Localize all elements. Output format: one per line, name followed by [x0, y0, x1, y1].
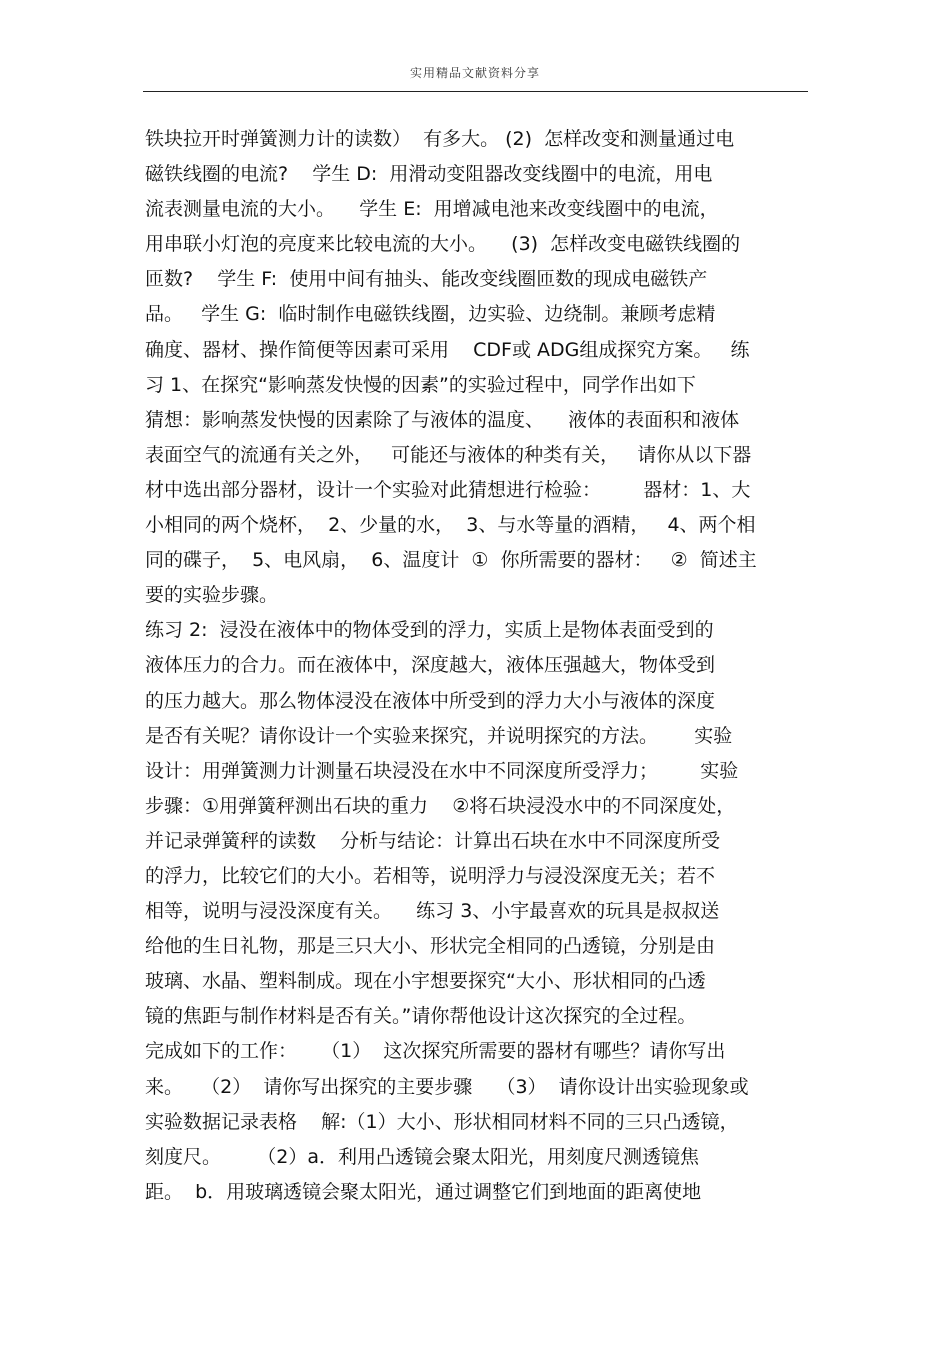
text-line: 相等，说明与浸没深度有关。 练习 3、小宇最喜欢的玩具是叔叔送 — [145, 900, 720, 923]
text-line: 设计：用弹簧测力计测量石块浸没在水中不同深度所受浮力； 实验 — [145, 759, 739, 782]
text-line: 练习 2: 浸没在液体中的物体受到的浮力，实质上是物体表面受到的 — [145, 619, 714, 642]
text-line: 并记录弹簧秤的读数 分析与结论：计算出石块在水中不同深度所受 — [145, 829, 721, 852]
text-line: 距。 b．用玻璃透镜会聚太阳光，通过调整它们到地面的距离使地 — [145, 1180, 702, 1203]
text-line: 玻璃、水晶、塑料制成。现在小宇想要探究“大小、形状相同的凸透 — [145, 970, 706, 993]
text-line: 材中选出部分器材，设计一个实验对此猜想进行检验： 器材：1、大 — [145, 478, 751, 501]
text-line: 表面空气的流通有关之外， 可能还与液体的种类有关， 请你从以下器 — [145, 443, 752, 466]
header-divider — [143, 91, 808, 92]
text-line: 来。 （2） 请你写出探究的主要步骤 （3） 请你设计出实验现象或 — [145, 1075, 749, 1098]
text-line: 完成如下的工作： （1） 这次探究所需要的器材有哪些？请你写出 — [145, 1040, 726, 1063]
text-line: 确度、器材、操作简便等因素可采用 CDF或 ADG组成探究方案。 练 — [145, 338, 750, 361]
text-line: 铁块拉开时弹簧测力计的读数） 有多大。 (2) 怎样改变和测量通过电 — [145, 128, 735, 150]
text-line: 实验数据记录表格 解:（1）大小、形状相同材料不同的三只凸透镜， — [145, 1110, 739, 1133]
text-line: 刻度尺。 （2）a．利用凸透镜会聚太阳光，用刻度尺测透镜焦 — [145, 1145, 699, 1168]
text-line: 匝数? 学生 F: 使用中间有抽头、能改变线圈匝数的现成电磁铁产 — [145, 268, 708, 291]
text-line: 步骤：①用弹簧秤测出石块的重力 ②将石块浸没水中的不同深度处， — [145, 794, 736, 817]
text-line: 习 1、在探究“影响蒸发快慢的因素”的实验过程中，同学作出如下 — [145, 373, 696, 396]
text-line: 猜想：影响蒸发快慢的因素除了与液体的温度、 液体的表面积和液体 — [145, 408, 740, 431]
text-line: 的压力越大。那么物体浸没在液体中所受到的浮力大小与液体的深度 — [145, 689, 716, 712]
page-header: 实用精品文献资料分享 — [409, 66, 540, 80]
text-line: 液体压力的合力。而在液体中，深度越大，液体压强越大，物体受到 — [145, 654, 716, 677]
text-line: 流表测量电流的大小。 学生 E: 用增减电池来改变线圈中的电流， — [145, 198, 719, 221]
text-line: 的浮力，比较它们的大小。若相等，说明浮力与浸没深度无关；若不 — [145, 864, 716, 887]
text-line: 同的碟子， 5、电风扇， 6、温度计 ① 你所需要的器材： ② 简述主 — [145, 549, 757, 572]
document-body — [145, 122, 815, 1210]
text-line: 要的实验步骤。 — [145, 584, 279, 607]
text-line: 用串联小灯泡的亮度来比较电流的大小。 (3) 怎样改变电磁铁线圈的 — [145, 233, 741, 256]
text-line: 是否有关呢？请你设计一个实验来探究，并说明探究的方法。 实验 — [145, 724, 733, 747]
text-line: 小相同的两个烧杯， 2、少量的水， 3、与水等量的酒精， 4、两个相 — [145, 514, 756, 537]
text-line: 镜的焦距与制作材料是否有关。”请你帮他设计这次探究的全过程。 — [145, 1005, 697, 1028]
text-line: 给他的生日礼物，那是三只大小、形状完全相同的凸透镜，分别是由 — [145, 935, 716, 958]
text-line: 磁铁线圈的电流? 学生 D: 用滑动变阻器改变线圈中的电流，用电 — [145, 163, 713, 186]
text-line: 品。 学生 G: 临时制作电磁铁线圈，边实验、边绕制。兼顾考虑精 — [145, 303, 716, 326]
